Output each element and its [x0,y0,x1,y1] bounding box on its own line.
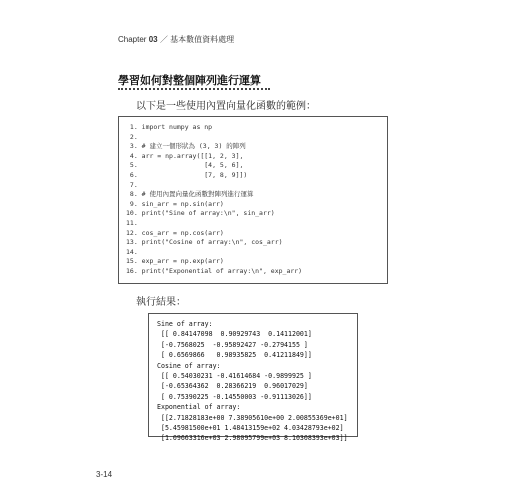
output-line: [1.09663316e+03 2.98095799e+03 8.10308393e+03]] [157,434,348,443]
intro-paragraph: 以下是一些使用內置向量化函數的範例： [136,101,316,112]
chapter-number: 03 [148,35,158,44]
section-title: 學習如何對整個陣列進行運算 [118,74,261,87]
code-line: 11. [126,218,138,227]
output-line: [[ 0.54030231 -0.41614684 -0.9899925 ] [157,371,312,380]
code-line: 9. sin_arr = np.sin(arr) [126,199,224,208]
page-number: 3-14 [96,470,113,479]
section-title-underline [118,88,270,90]
result-label: 執行結果： [136,297,186,308]
output-line: [-0.7568025 -0.95892427 -0.2794155 ] [157,340,308,349]
chapter-label: Chapter [118,35,147,44]
code-line: 13. print("Cosine of array:\n", cos_arr) [126,238,283,247]
code-line: 3. # 建立一個形狀為 (3, 3) 的陣列 [126,142,246,151]
output-line: [-0.65364362 0.28366219 0.96017029] [157,382,308,391]
code-line: 6. [7, 8, 9]]) [126,170,248,179]
output-line: [[ 0.84147098 0.90929743 0.14112001] [157,330,312,339]
code-listing [118,116,388,284]
output-listing [148,313,358,443]
output-line: [[2.71828183e+00 7.38905610e+00 2.00855369e+01] [157,413,348,422]
code-line: 14. [126,247,138,256]
output-line: [ 0.6569866 0.98935825 0.41211849]] [157,351,312,360]
code-line: 5. [4, 5, 6], [126,161,244,170]
code-line: 16. print("Exponential of array:\n", exp_arr) [126,266,303,275]
output-line: Sine of array: [157,320,213,328]
code-line: 15. exp_arr = np.exp(arr) [126,257,224,266]
chapter-header [118,34,234,45]
code-line: 4. arr = np.array([[1, 2, 3], [126,151,244,160]
code-line: 1. import numpy as np [126,123,213,131]
code-line: 8. # 使用內置向量化函數對陣列進行運算 [126,190,254,199]
code-line: 10. print("Sine of array:\n", sin_arr) [126,209,275,218]
code-line: 2. [126,132,138,141]
output-line: [5.45981500e+01 1.48413159e+02 4.03428793e+02] [157,423,344,432]
output-line: Cosine of array: [157,361,221,370]
code-line: 7. [126,180,138,189]
code-line: 12. cos_arr = np.cos(arr) [126,228,224,237]
chapter-title: 基本數值資料處理 [170,35,235,44]
output-line: Exponential of array: [157,403,241,412]
chapter-separator: ／ [159,35,168,44]
output-line: [ 0.75390225 -0.14550003 -0.91113026]] [157,392,312,401]
